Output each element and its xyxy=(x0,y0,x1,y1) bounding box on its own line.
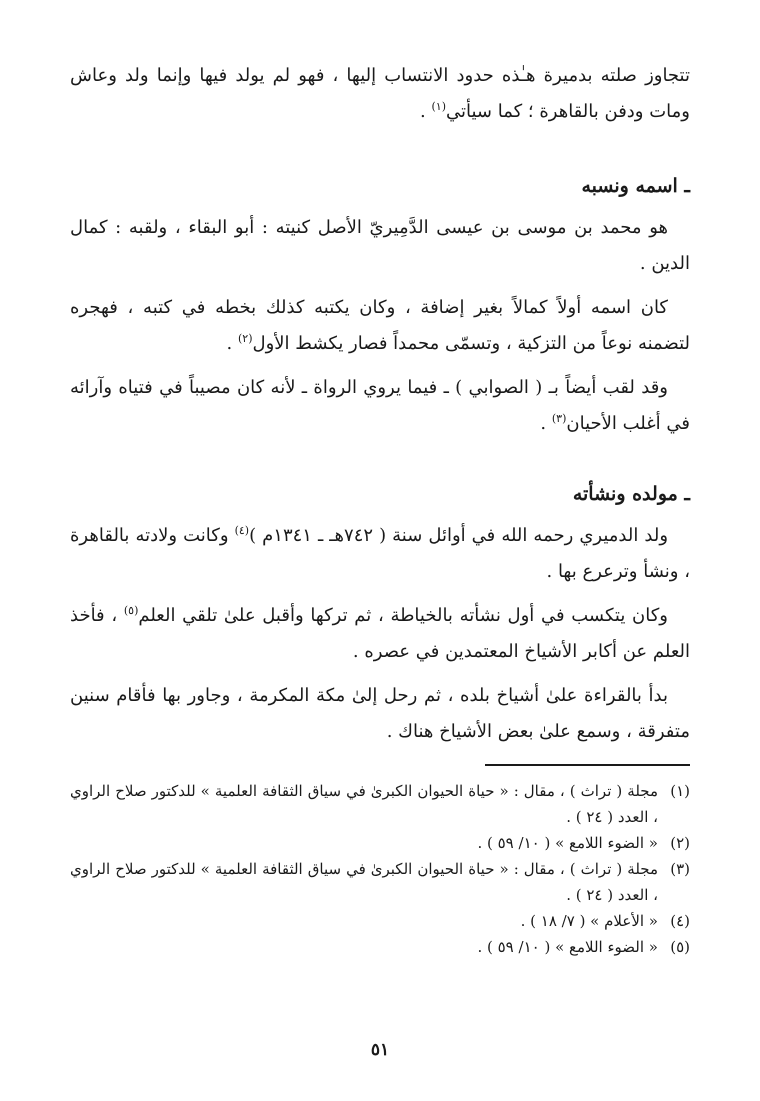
footnote-item xyxy=(70,908,690,934)
footnote-ref-2[interactable]: (٢) xyxy=(237,332,253,345)
footnote-item xyxy=(70,856,690,908)
footnote-number: (٣) xyxy=(670,860,690,878)
footnote-text: مجلة ( تراث ) ، مقال : « حياة الحيوان الكبرىٰ في سياق الثقافة العلمية » للدكتور صلاح الراوي ، العدد ( ٢٤ ) . xyxy=(70,782,658,826)
footnote-text: مجلة ( تراث ) ، مقال : « حياة الحيوان الكبرىٰ في سياق الثقافة العلمية » للدكتور صلاح الراوي ، العدد ( ٢٤ ) . xyxy=(70,860,658,904)
section-heading-birth-upbringing: ـ مولده ونشأته xyxy=(572,483,690,505)
footnote-number: (٤) xyxy=(670,912,690,930)
paragraph-original-name: كان اسمه أولاً كمالاً بغير إضافة ، وكان يكتبه كذلك بخطه في كتبه ، فهجره لتضمنه نوعاً من التزكية ، وتسمّى محمداً فصار يكشط الأول$^{(٢)}$ . xyxy=(70,297,690,354)
footnote-item xyxy=(70,778,690,830)
paragraph-birth: ولد الدميري رحمه الله في أوائل سنة ( ٧٤٢هـ ـ ١٣٤١م )$^{(٤)}$ وكانت ولادته بالقاهرة ، ونشأ وترعرع بها . xyxy=(70,524,690,582)
paragraph-title-sawabi: وقد لقب أيضاً بـ ( الصوابي ) ـ فيما يروي الرواة ـ لأنه كان مصيباً في فتياه وآرائه في أغلب الأحيان$^{(٣)}$ . xyxy=(70,377,690,434)
footnote-number: (٥) xyxy=(670,938,690,956)
footnote-number: (٢) xyxy=(670,834,690,852)
footnote-divider xyxy=(485,764,690,766)
footnote-item xyxy=(70,830,690,856)
page-content xyxy=(70,58,690,960)
footnote-ref-3[interactable]: (٣) xyxy=(551,412,567,425)
intro-text: تتجاوز صلته بدميرة هـٰذه حدود الانتساب إليها ، فهو لم يولد فيها وإنما ولد وعاش ومات ودفن بالقاهرة ؛ كما سيأتي xyxy=(70,65,690,122)
paragraph-studies: بدأ بالقراءة علىٰ أشياخ بلده ، ثم رحل إلىٰ مكة المكرمة ، وجاور بها فأقام سنين متفرقة ، وسمع علىٰ بعض الأشياخ هناك . xyxy=(70,685,690,742)
intro-paragraph: تتجاوز صلته بدميرة هـٰذه حدود الانتساب إليها ، فهو لم يولد فيها وإنما ولد وعاش ومات ودفن بالقاهرة ؛ كما سيأتي$^{(١)}$ . xyxy=(70,65,690,122)
footnotes xyxy=(70,778,690,960)
page-number: ٥١ xyxy=(370,1040,390,1060)
section-heading-name-lineage: ـ اسمه ونسبه xyxy=(581,175,690,197)
footnote-text: « الضوء اللامع » ( ١٠/ ٥٩ ) . xyxy=(477,938,658,956)
footnote-ref-1[interactable]: (١) xyxy=(431,100,446,113)
footnote-text: « الضوء اللامع » ( ١٠/ ٥٩ ) . xyxy=(477,834,658,852)
paragraph-name: هو محمد بن موسى بن عيسى الدَّمِيريّ الأصل كنيته : أبو البقاء ، ولقبه : كمال الدين . xyxy=(70,217,690,274)
footnote-ref-4[interactable]: (٤) xyxy=(234,524,250,537)
footnote-ref-5[interactable]: (٥) xyxy=(123,604,139,617)
footnote-number: (١) xyxy=(670,782,690,800)
paragraph-early-work: وكان يتكسب في أول نشأته بالخياطة ، ثم تركها وأقبل علىٰ تلقي العلم$^{(٥)}$ ، فأخذ العلم عن أكابر الأشياخ المعتمدين في عصره . xyxy=(70,604,690,662)
footnote-text: « الأعلام » ( ٧/ ١٨ ) . xyxy=(520,912,658,930)
footnote-item xyxy=(70,934,690,960)
